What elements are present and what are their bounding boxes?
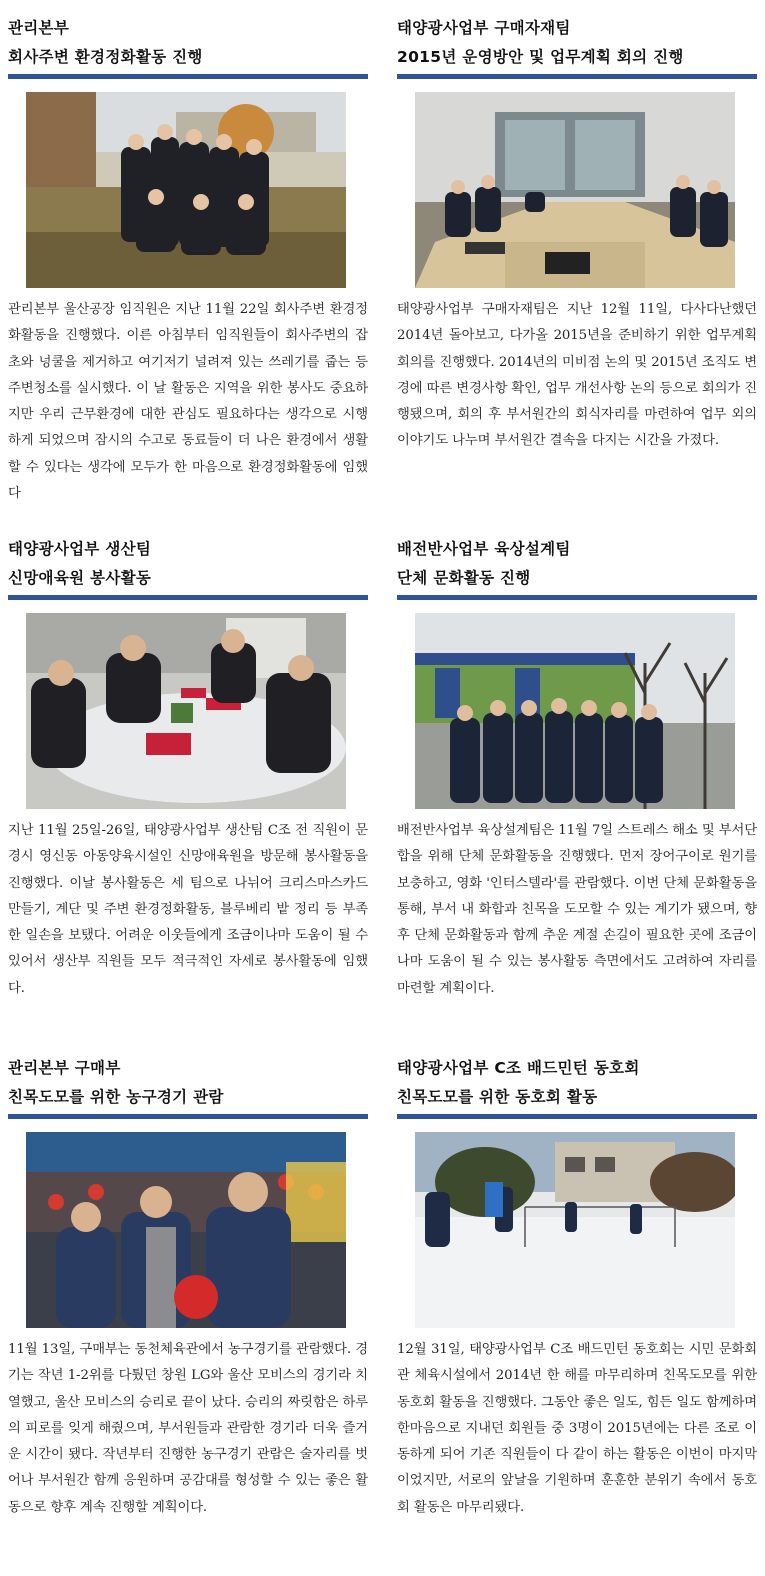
article-department: 태양광사업부 구매자재팀 <box>397 19 571 37</box>
article-department: 배전반사업부 육상설계팀 <box>397 540 571 558</box>
article-body: 11월 13일, 구매부는 동천체육관에서 농구경기를 관람했다. 경기는 작년 1-2위를 다퉜던 창원 LG와 울산 모비스의 경기라 치열했고, 울산 모비스의 승리로 끝이 났다. 승리의 짜릿함은 하루의 피로를 잊게 해줬으며, 부서원들과 관람한 경기라 더욱 즐거운 시간이 됐다. 작년부터 진행한 농구경기 관람은 술자리를 벗어나 부서원간 함께 응원하며 공감대를 형성할 수 있는 좋은 활동으로 향후 계속 진행할 계획이다. <box>8 1342 368 1515</box>
title-divider <box>8 595 368 600</box>
article-title: 단체 문화활동 진행 <box>397 569 531 587</box>
group-photo-outdoor <box>26 92 346 288</box>
article-badminton <box>397 1054 757 1521</box>
article-basketball <box>8 1054 368 1521</box>
article-title: 친목도모를 위한 농구경기 관람 <box>8 1088 224 1106</box>
title-divider <box>397 74 757 79</box>
title-divider <box>8 1114 368 1119</box>
article-department: 관리본부 <box>8 19 70 37</box>
badminton-snow-photo <box>415 1132 735 1328</box>
article-department: 관리본부 구매부 <box>8 1059 121 1077</box>
article-volunteer-orphanage <box>8 535 368 1002</box>
article-environment-cleanup <box>8 14 368 507</box>
article-planning-meeting <box>397 14 757 455</box>
article-body: 태양광사업부 구매자재팀은 지난 12월 11일, 다사다난했던 2014년 돌아보고, 다가올 2015년을 준비하기 위한 업무계획 회의를 진행했다. 2014년의 미비점 논의 및 2015년 조직도 변경에 따른 변경사항 확인, 업무 개선사항 논의 등으로 회의가 진행됐으며, 회의 후 부서원간의 회식자리를 마련하여 업무 외의 이야기도 나누며 부서원간 결속을 다지는 시간을 가졌다. <box>397 302 757 449</box>
article-body: 관리본부 울산공장 임직원은 지난 11월 22일 회사주변 환경정화활동을 진행했다. 이른 아침부터 임직원들이 회사주변의 잡초와 넝쿨을 제거하고 여기저기 널려져 있는 쓰레기를 줍는 등 주변청소를 실시했다. 이 날 활동은 지역을 위한 봉사도 중요하지만 우리 근무환경에 대한 관심도 필요하다는 생각으로 시행하게 되었으며 잠시의 수고로 동료들이 더 나은 환경에서 생활할 수 있다는 생각에 모두가 한 마음으로 환경정화활동에 임했다 <box>8 302 368 502</box>
article-body: 배전반사업부 육상설계팀은 11월 7일 스트레스 해소 및 부서단합을 위해 단체 문화활동을 진행했다. 먼저 장어구이로 원기를 보충하고, 영화 '인터스텔라'를 관람했다. 이번 단체 문화활동을 통해, 부서 내 화합과 친목을 도모할 수 있는 계기가 됐으며, 향후 단체 문화활동과 함께 추운 계절 손길이 필요한 곳에 조금이나마 도움이 될 수 있는 봉사활동 측면에서도 고려하여 자리를 마련할 계획이다. <box>397 823 757 996</box>
meeting-room-photo <box>415 92 735 288</box>
basketball-arena-photo <box>26 1132 346 1328</box>
volunteer-card-making-photo <box>26 613 346 809</box>
article-body: 지난 11월 25일-26일, 태양광사업부 생산팀 C조 전 직원이 문경시 영신동 아동양육시설인 신망애육원을 방문해 봉사활동을 진행했다. 이날 봉사활동은 세 팀으로 나뉘어 크리스마스카드 만들기, 계단 및 주변 환경정화활동, 블루베리 밭 정리 등 부족한 일손을 보탰다. 어려운 이웃들에게 조금이나마 도움이 될 수 있어서 생산부 직원들 모두 적극적인 자세로 봉사활동에 임했다. <box>8 823 368 996</box>
article-team-culture <box>397 535 757 1002</box>
article-title: 2015년 운영방안 및 업무계획 회의 진행 <box>397 48 684 66</box>
article-title: 회사주변 환경정화활동 진행 <box>8 48 203 66</box>
article-body: 12월 31일, 태양광사업부 C조 배드민턴 동호회는 시민 문화회관 체육시설에서 2014년 한 해를 마무리하며 친목도모를 위한 동호회 활동을 진행했다. 그동안 좋은 일도, 힘든 일도 함께하며 한마음으로 지내던 회원들 중 3명이 2015년에는 다른 조로 이동하게 되어 기존 직원들이 다 같이 하는 활동은 이번이 마지막이었지만, 서로의 앞날을 기원하며 훈훈한 분위기 속에서 동호회 활동은 마무리됐다. <box>397 1342 757 1515</box>
team-outdoor-photo <box>415 613 735 809</box>
article-department: 태양광사업부 C조 배드민턴 동호회 <box>397 1059 640 1077</box>
title-divider <box>397 1114 757 1119</box>
title-divider <box>8 74 368 79</box>
article-title: 신망애육원 봉사활동 <box>8 569 152 587</box>
article-title: 친목도모를 위한 동호회 활동 <box>397 1088 598 1106</box>
article-department: 태양광사업부 생산팀 <box>8 540 152 558</box>
title-divider <box>397 595 757 600</box>
